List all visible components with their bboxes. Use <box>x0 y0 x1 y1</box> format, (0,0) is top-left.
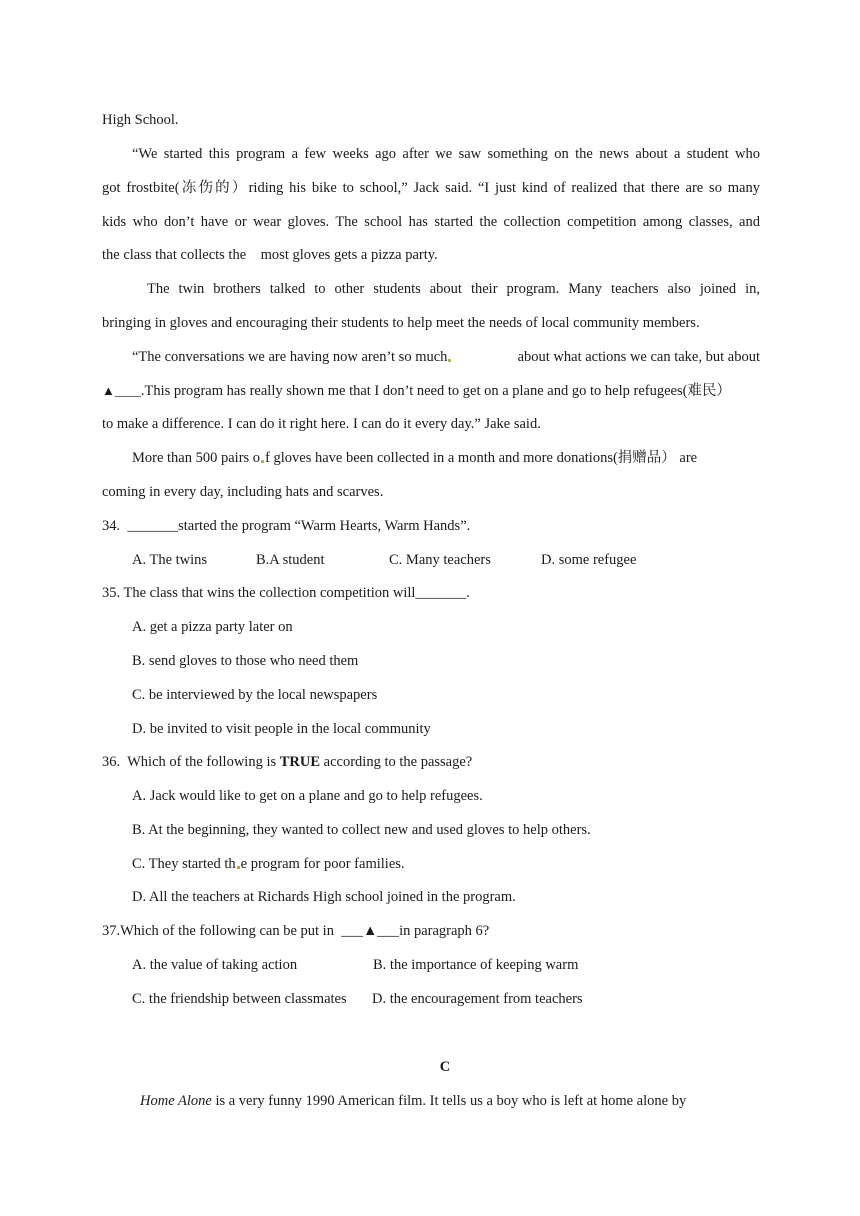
question-stem: 36. Which of the following is TRUE according to the passage? <box>102 754 473 770</box>
paragraph-line <box>140 1091 760 1111</box>
stray-mark <box>448 359 451 362</box>
paragraph-line <box>132 347 760 367</box>
paragraph-line: “We started this program a few weeks ago after we saw something on the news about a student who <box>132 146 760 162</box>
option-c: C. the friendship between classmates <box>132 991 347 1007</box>
paragraph-line: The twin brothers talked to other students about their program. Many teachers also joined in, <box>147 281 760 297</box>
text-segment: More than 500 pairs o f gloves have been collected in a month and more donations(捐赠品） are <box>132 450 698 466</box>
answer-blank: ▲____ <box>102 383 141 398</box>
section-heading: C <box>439 1059 451 1075</box>
paragraph-line: got frostbite(冻伤的）riding his bike to school,” Jack said. “I just kind of realized that there are so many <box>102 180 760 196</box>
option-a: A. the value of taking action <box>132 957 298 973</box>
option-d: D. the encouragement from teachers <box>372 991 583 1007</box>
paragraph-line: to make a difference. I can do it right here. I can do it every day.” Jake said. <box>102 416 541 432</box>
paragraph-line: the class that collects the most gloves gets a pizza party. <box>102 247 438 263</box>
paragraph-line <box>102 381 731 401</box>
paragraph-line: coming in every day, including hats and scarves. <box>102 484 384 500</box>
stray-mark <box>261 460 264 463</box>
option-d: D. All the teachers at Richards High school joined in the program. <box>132 889 516 905</box>
option-a: A. get a pizza party later on <box>132 619 293 635</box>
option-a: A. The twins <box>132 552 208 568</box>
film-title: Home Alone <box>140 1093 212 1109</box>
option-c: C. Many teachers <box>389 552 491 568</box>
option-b: B.A student <box>256 552 325 568</box>
paragraph-line: bringing in gloves and encouraging their students to help meet the needs of local community members. <box>102 315 700 331</box>
paragraph-line <box>132 448 760 468</box>
option-b: B. send gloves to those who need them <box>132 653 359 669</box>
paragraph-line: kids who don’t have or wear gloves. The school has started the collection competition among classes, and <box>102 214 760 230</box>
option-c: C. be interviewed by the local newspapers <box>132 687 378 703</box>
question-stem: 37.Which of the following can be put in ___▲___in paragraph 6? <box>102 923 490 939</box>
option-c: C. They started th e program for poor families. <box>132 856 405 872</box>
option-d: D. be invited to visit people in the local community <box>132 721 431 737</box>
text-segment: about what actions we can take, but about <box>517 349 760 365</box>
text-segment: .This program has really shown me that I don’t need to get on a plane and go to help refugees(难民） <box>140 383 731 399</box>
option-a: A. Jack would like to get on a plane and go to help refugees. <box>132 788 483 804</box>
option-b: B. the importance of keeping warm <box>373 957 579 973</box>
question-stem: 34. _______started the program “Warm Hearts, Warm Hands”. <box>102 518 471 534</box>
paragraph-end-line: High School. <box>102 112 179 128</box>
option-b: B. At the beginning, they wanted to collect new and used gloves to help others. <box>132 822 591 838</box>
stray-mark <box>237 866 240 869</box>
text-segment: Home Alone is a very funny 1990 American film. It tells us a boy who is left at home alone by <box>140 1093 687 1109</box>
option-d: D. some refugee <box>541 552 637 568</box>
question-stem: 35. The class that wins the collection competition will_______. <box>102 585 470 601</box>
text-segment: “The conversations we are having now aren’t so much <box>132 347 452 367</box>
